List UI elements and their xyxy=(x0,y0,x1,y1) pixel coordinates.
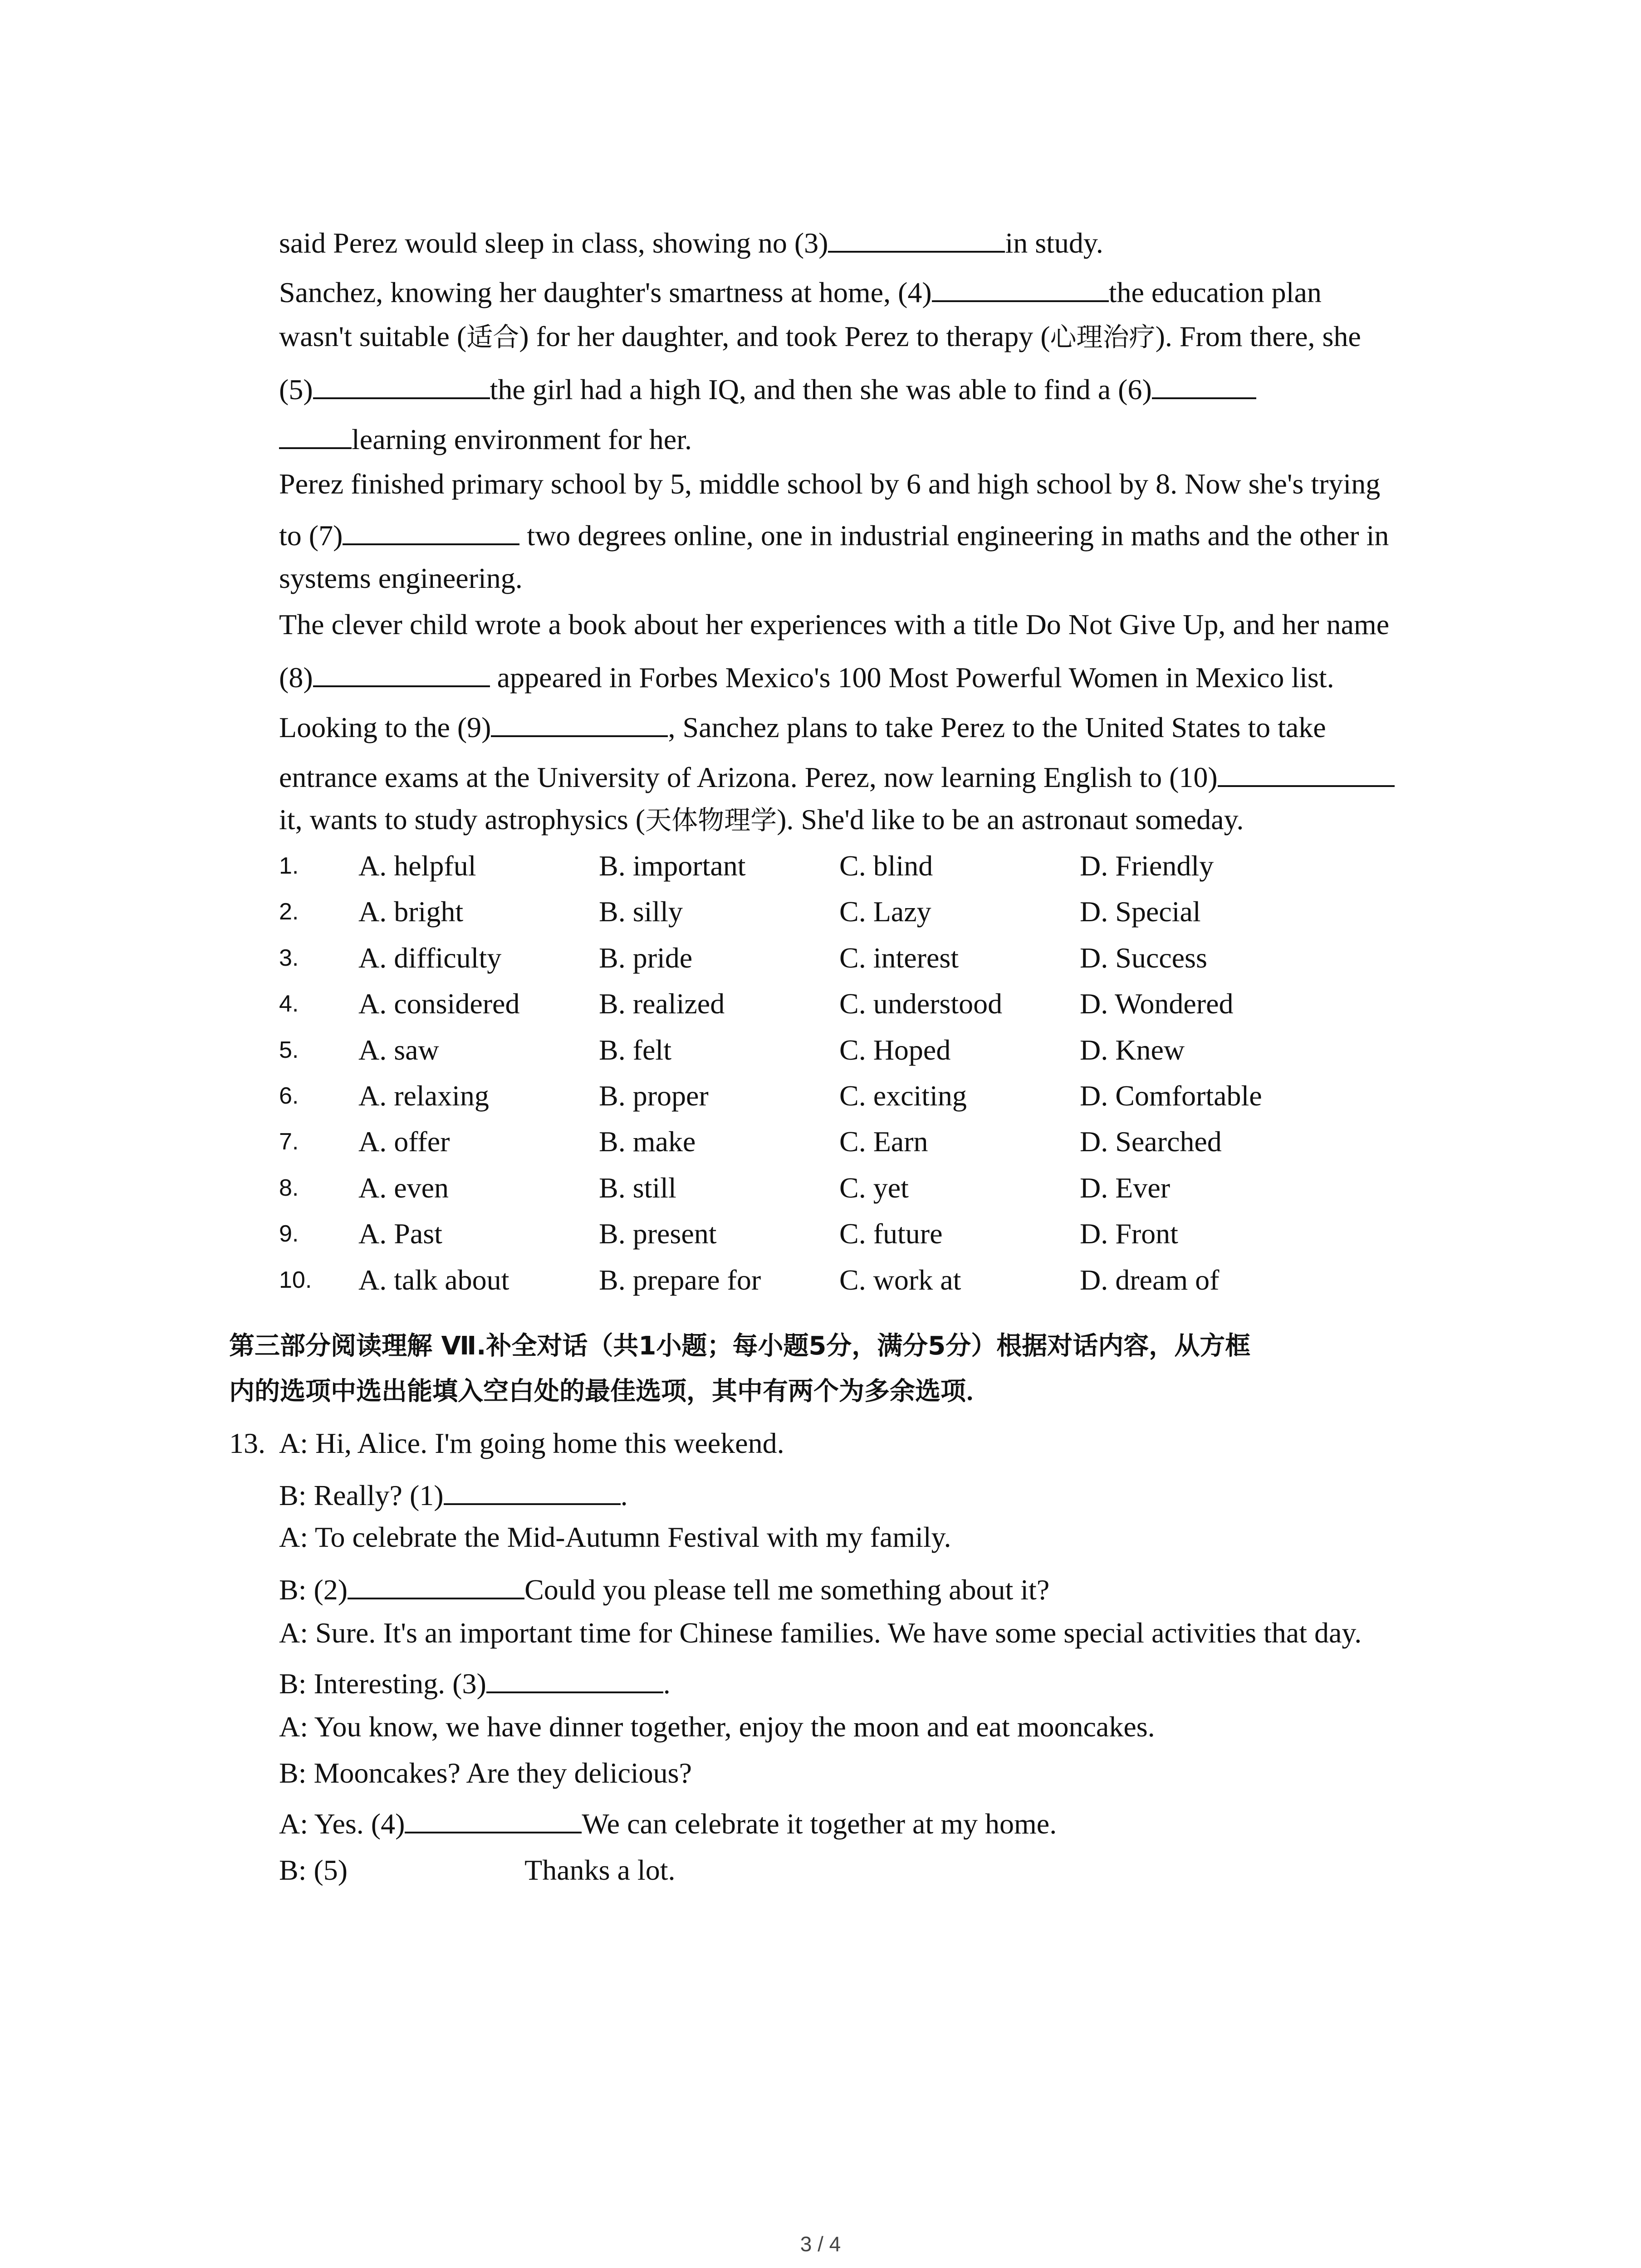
option-choice-d: D. Searched xyxy=(1080,1125,1222,1158)
option-choice-d: D. Ever xyxy=(1080,1172,1171,1204)
option-choice-b: B. silly xyxy=(599,895,683,928)
passage-text: (5) xyxy=(279,373,313,406)
option-choice-b: B. still xyxy=(599,1172,676,1204)
passage-line xyxy=(279,610,1389,639)
dialogue-text: Could you please tell me something about it? xyxy=(524,1574,1050,1606)
passage-line xyxy=(279,422,692,454)
passage-text: Looking to the (9) xyxy=(279,711,491,743)
passage-text: appeared in Forbes Mexico's 100 Most Powerful Women in Mexico list. xyxy=(490,661,1334,694)
answer-blank xyxy=(491,710,668,737)
option-choice-b: B. realized xyxy=(599,987,725,1020)
option-choice-b: B. important xyxy=(599,850,746,882)
option-choice-c: C. Lazy xyxy=(839,895,931,928)
option-choice-d: D. Friendly xyxy=(1080,850,1214,882)
passage-text: it, wants to study astrophysics ( xyxy=(279,803,646,836)
dialogue-text: . xyxy=(663,1667,671,1700)
passage-text: the girl had a high IQ, and then she was able to find a (6) xyxy=(490,373,1152,406)
dialogue-line xyxy=(279,1572,1049,1604)
option-choice-a: A. difficulty xyxy=(358,942,502,974)
chinese-gloss: 心理治疗 xyxy=(1050,322,1156,352)
passage-line xyxy=(279,805,1244,834)
option-number: 5. xyxy=(279,1037,299,1063)
passage-line xyxy=(279,322,1361,351)
option-number: 1. xyxy=(279,853,299,879)
answer-blank xyxy=(405,1806,582,1833)
passage-line xyxy=(279,225,1103,258)
option-choice-c: C. understood xyxy=(839,987,1003,1020)
option-choice-c: C. Hoped xyxy=(839,1034,951,1066)
dialogue-text: A: Yes. (4) xyxy=(279,1808,405,1840)
dialogue-text: B: (5) xyxy=(279,1854,348,1886)
option-choice-b: B. proper xyxy=(599,1080,709,1112)
option-choice-a: A. bright xyxy=(358,895,464,928)
option-number: 7. xyxy=(279,1129,299,1155)
option-choice-a: A. saw xyxy=(358,1034,439,1066)
chinese-gloss: 适合 xyxy=(466,322,519,352)
passage-line xyxy=(279,469,1380,499)
answer-blank xyxy=(348,1572,524,1599)
option-choice-d: D. dream of xyxy=(1080,1264,1220,1296)
option-choice-d: D. Wondered xyxy=(1080,987,1234,1020)
passage-text: wasn't suitable ( xyxy=(279,320,467,352)
option-number: 9. xyxy=(279,1221,299,1247)
option-choice-c: C. Earn xyxy=(839,1125,928,1158)
passage-text: learning environment for her. xyxy=(352,423,692,455)
option-choice-b: B. felt xyxy=(599,1034,671,1066)
passage-text: ). She'd like to be an astronaut someday. xyxy=(777,803,1244,836)
dialogue-text: Thanks a lot. xyxy=(524,1854,676,1886)
answer-blank xyxy=(444,1478,621,1505)
dialogue-line xyxy=(279,1478,628,1510)
dialogue-line: A: Sure. It's an important time for Chinese families. We have some special activities that day. xyxy=(279,1617,1362,1649)
section-instructions: 内的选项中选出能填入空白处的最佳选项，其中有两个为多余选项． xyxy=(229,1377,991,1406)
option-choice-a: A. relaxing xyxy=(358,1080,489,1112)
option-choice-b: B. prepare for xyxy=(599,1264,761,1296)
dialogue-line: B: Mooncakes? Are they delicious? xyxy=(279,1757,692,1789)
passage-text: in study. xyxy=(1005,227,1103,259)
dialogue-text: . xyxy=(620,1479,628,1511)
dialogue-line: A: Hi, Alice. I'm going home this weekend. xyxy=(279,1427,784,1459)
passage-text: said Perez would sleep in class, showing no (3) xyxy=(279,227,828,259)
passage-text: The clever child wrote a book about her experiences with a title Do Not Give Up, and her name xyxy=(279,608,1390,640)
passage-text: (8) xyxy=(279,661,313,694)
passage-text: , Sanchez plans to take Perez to the United States to take xyxy=(668,711,1326,743)
passage-line xyxy=(279,710,1326,742)
option-choice-a: A. helpful xyxy=(358,850,476,882)
dialogue-line xyxy=(279,1666,671,1698)
option-choice-d: D. Front xyxy=(1080,1217,1178,1250)
answer-blank xyxy=(932,275,1109,302)
answer-blank xyxy=(348,1854,524,1880)
option-choice-b: B. pride xyxy=(599,942,693,974)
option-choice-b: B. make xyxy=(599,1125,696,1158)
option-choice-a: A. talk about xyxy=(358,1264,509,1296)
answer-blank xyxy=(1152,372,1256,399)
passage-line xyxy=(279,564,523,593)
option-choice-c: C. yet xyxy=(839,1172,909,1204)
option-number: 3. xyxy=(279,945,299,971)
option-choice-a: A. Past xyxy=(358,1217,442,1250)
option-choice-c: C. work at xyxy=(839,1264,961,1296)
passage-text: systems engineering. xyxy=(279,562,523,594)
option-number: 6. xyxy=(279,1083,299,1109)
option-choice-d: D. Success xyxy=(1080,942,1207,974)
page-number: 3 / 4 xyxy=(800,2232,841,2256)
option-choice-b: B. present xyxy=(599,1217,717,1250)
passage-text: ). From there, she xyxy=(1155,320,1361,352)
option-number: 4. xyxy=(279,991,299,1017)
section-heading: 第三部分阅读理解 Ⅶ.补全对话（共1小题；每小题5分，满分5分）根据对话内容，从方框 xyxy=(229,1331,1251,1361)
passage-line xyxy=(279,660,1334,692)
option-choice-d: D. Special xyxy=(1080,895,1201,928)
passage-line xyxy=(279,275,1322,307)
option-choice-d: D. Comfortable xyxy=(1080,1080,1262,1112)
option-choice-d: D. Knew xyxy=(1080,1034,1185,1066)
passage-line xyxy=(279,518,1389,550)
dialogue-text: B: Really? (1) xyxy=(279,1479,444,1511)
dialogue-line: A: To celebrate the Mid-Autumn Festival with my family. xyxy=(279,1521,951,1553)
option-choice-a: A. even xyxy=(358,1172,449,1204)
chinese-gloss: 天体物理学 xyxy=(645,805,777,836)
answer-blank xyxy=(313,660,490,687)
passage-text: Sanchez, knowing her daughter's smartness at home, (4) xyxy=(279,276,932,308)
answer-blank xyxy=(486,1666,663,1693)
option-number: 2. xyxy=(279,899,299,925)
answer-blank xyxy=(1218,760,1395,787)
passage-text: ) for her daughter, and took Perez to therapy ( xyxy=(519,320,1050,352)
option-choice-c: C. interest xyxy=(839,942,959,974)
option-choice-a: A. offer xyxy=(358,1125,450,1158)
passage-text: two degrees online, one in industrial engineering in maths and the other in xyxy=(519,519,1389,552)
dialogue-line xyxy=(279,1854,675,1885)
option-choice-a: A. considered xyxy=(358,987,520,1020)
passage-text: to (7) xyxy=(279,519,343,552)
dialogue-text: B: (2) xyxy=(279,1574,348,1606)
passage-line xyxy=(279,372,1256,404)
dialogue-line: A: You know, we have dinner together, enjoy the moon and eat mooncakes. xyxy=(279,1711,1155,1743)
passage-text: Perez finished primary school by 5, middle school by 6 and high school by 8. Now she's trying xyxy=(279,468,1381,500)
option-choice-c: C. blind xyxy=(839,850,933,882)
answer-blank xyxy=(343,518,519,545)
answer-blank xyxy=(313,372,490,399)
option-choice-c: C. future xyxy=(839,1217,943,1250)
passage-text: entrance exams at the University of Arizona. Perez, now learning English to (10) xyxy=(279,761,1218,793)
answer-blank-continued xyxy=(279,422,352,449)
option-choice-c: C. exciting xyxy=(839,1080,967,1112)
option-number: 10. xyxy=(279,1267,312,1293)
dialogue-line xyxy=(279,1806,1057,1838)
passage-text: the education plan xyxy=(1108,276,1322,308)
option-number: 8. xyxy=(279,1175,299,1201)
dialogue-text: B: Interesting. (3) xyxy=(279,1667,486,1700)
dialogue-text: We can celebrate it together at my home. xyxy=(582,1808,1057,1840)
question-number: 13. xyxy=(229,1427,265,1459)
passage-line xyxy=(279,760,1395,792)
answer-blank xyxy=(828,225,1005,253)
